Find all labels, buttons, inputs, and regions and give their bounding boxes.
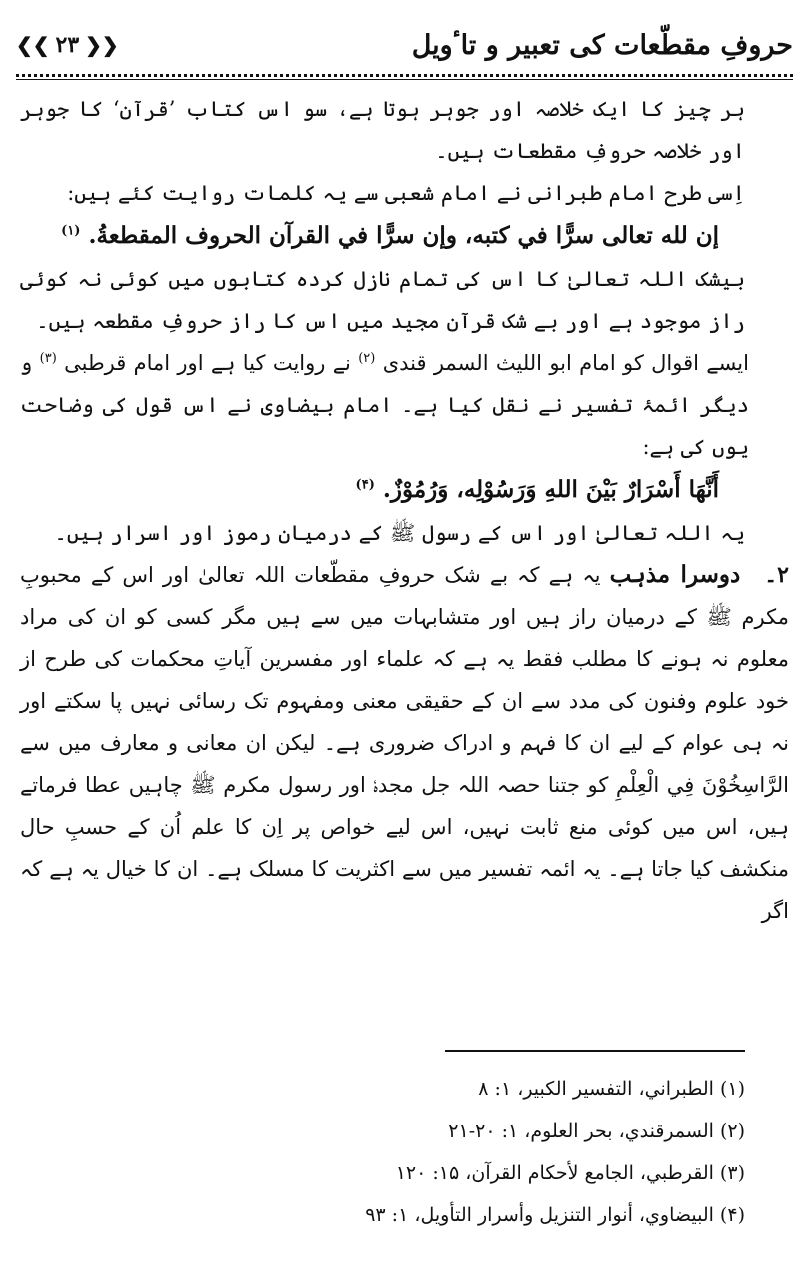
arabic-quote-1-text: إن لله تعالی سرًّا في کتبه، وإن سرًّا في القرآن الحروف المقطعةُ. xyxy=(88,222,719,249)
arabic-quote-1 xyxy=(20,214,789,258)
p5-part-a: ایسے اقوال کو امام ابو اللیث السمر قندی xyxy=(382,351,749,375)
arabic-quote-2-text: أَنَّهَا أَسْرَارٌ بَيْنَ اللهِ وَرَسُوْلِه، وَرُمُوْزٌ. xyxy=(382,476,719,503)
running-title: حروفِ مقطّعات کی تعبیر و تاٴویل xyxy=(411,29,793,61)
paragraph-1: ہر چیز کا ایک خلاصہ اور جوہر ہوتا ہے، سو اس کتاب ’قرآن‘ کا جوہر اور خلاصہ حروفِ مقطعات ہیں۔ xyxy=(20,97,745,163)
page-header xyxy=(16,22,793,68)
section-text: یہ ہے کہ بے شک حروفِ مقطّعات اللہ تعالیٰ اور اس کے محبوبِ مکرم ﷺ کے درمیان راز ہیں اور متشابہات میں سے ہیں مگر کسی کو ان کی مراد معلوم نہ ہونے کا مطلب فقط یہ ہے کہ علماء اور مفسرین آیاتِ محکمات کی طرح از خود علوم وفنون کی مدد سے ان کے حقیقی معنی ومفہوم تک رسائی نہیں پا سکتے اور نہ ہی عوام کے لیے ان کا فہم و ادراک ضروری ہے۔ لیکن ان معانی و معارف میں سے الرَّاسِخُوْنَ فِي الْعِلْمِ کو جتنا حصہ اللہ جل مجدہٗ اور رسول مکرم ﷺ چاہیں عطا فرماتے ہیں، اس میں کوئی منع ثابت نہیں، اس لیے خواص پر اِن کا علم اُن کے حسبِ حال منکشف کیا جاتا ہے۔ یہ ائمہ تفسیر میں سے اکثریت کا مسلک ہے۔ ان کا خیال یہ ہے کہ اگر xyxy=(20,563,789,923)
header-dotted-rule xyxy=(16,74,793,77)
page-number xyxy=(16,32,119,58)
footnote-separator xyxy=(445,1050,745,1052)
footnote-4: (۴) البیضاوي، أنوار التنزیل وأسرار التأویل، ۱: ۹۳ xyxy=(365,1204,745,1226)
p5-part-b: نے روایت کیا ہے اور امام قرطبی xyxy=(64,351,351,375)
footnote-3: (۳) القرطبي، الجامع لأحکام القرآن، ۱۵: ۱۲۰ xyxy=(395,1162,745,1184)
section-heading: دوسرا مذہب xyxy=(609,561,741,588)
paragraph-8 xyxy=(20,554,789,932)
footnote-2: (۲) السمرقندي، بحر العلوم، ۱: ۲۰-۲۱ xyxy=(448,1120,745,1142)
ornament-right-icon: ❯❯ xyxy=(85,33,119,57)
page-number-value: ۲۳ xyxy=(55,32,80,58)
footnote-ref-2[interactable]: (۲) xyxy=(358,351,376,366)
footnote-1: (۱) الطبراني، التفسیر الکبیر، ۱: ۸ xyxy=(478,1078,745,1100)
header-solid-rule xyxy=(16,79,793,80)
p5-part-c: و دیگر ائمۂ تفسیر نے نقل کیا ہے۔ امام بیضاوی نے اس قول کی وضاحت یوں کی ہے: xyxy=(20,351,749,459)
footnote-ref-3[interactable]: (۳) xyxy=(39,351,57,366)
paragraph-5 xyxy=(20,342,789,468)
section-number: ۲۔ xyxy=(764,562,789,588)
ornament-left-icon: ❮❮ xyxy=(16,33,50,57)
paragraph-translation: بیشک اللہ تعالیٰ کا اس کی تمام نازل کردہ کتابوں میں کوئی نہ کوئی راز موجود ہے اور بے شک قرآن مجید میں اس کا راز حروفِ مقطعہ ہیں۔ xyxy=(20,267,745,333)
paragraph-7: یہ اللہ تعالیٰ اور اس کے رسول ﷺ کے درمیان رموز اور اسرار ہیں۔ xyxy=(54,521,745,545)
footnote-ref-4[interactable]: (۴) xyxy=(355,477,375,493)
footnote-ref-1[interactable]: (۱) xyxy=(61,223,81,239)
footnotes xyxy=(245,1068,745,1236)
arabic-quote-2 xyxy=(20,468,789,512)
body-text xyxy=(20,88,789,932)
paragraph-2: اِسی طرح امام طبرانی نے امام شعبی سے یہ کلمات روایت کئے ہیں: xyxy=(67,181,745,205)
